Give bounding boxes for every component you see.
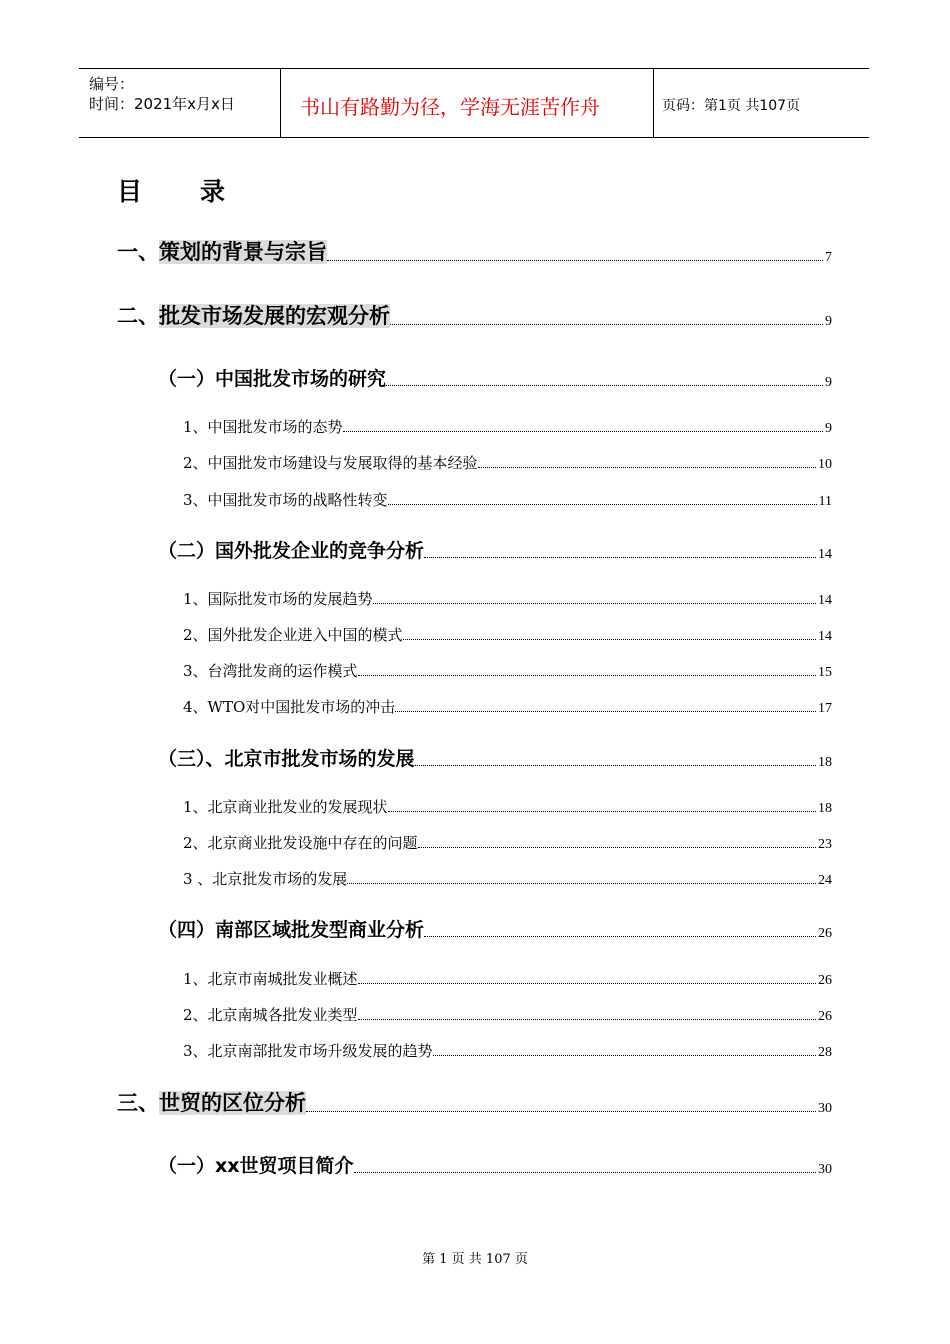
- toc-entry[interactable]: [158, 536, 832, 563]
- toc-title: 目录: [117, 177, 284, 206]
- leader-dots: [390, 323, 823, 325]
- toc-entry-text: （一）中国批发市场的研究: [158, 368, 387, 390]
- page-info: 页码：第1页 共107页: [662, 98, 801, 114]
- toc-entry-text: 2、北京商业批发设施中存在的问题: [183, 834, 418, 852]
- leader-dots: [358, 1018, 816, 1020]
- toc-entry[interactable]: [183, 796, 832, 817]
- leader-dots: [358, 674, 816, 676]
- toc-entry-text: 策划的背景与宗旨: [159, 240, 327, 264]
- toc-entry[interactable]: [183, 416, 832, 437]
- toc-entry-prefix: 二、: [117, 304, 159, 328]
- toc-entry[interactable]: [183, 588, 832, 609]
- toc-page-number: 24: [818, 873, 832, 888]
- toc-entry[interactable]: [183, 452, 832, 473]
- toc-page-number: 18: [818, 755, 832, 770]
- leader-dots: [373, 602, 816, 604]
- toc-page-number: 23: [818, 837, 832, 852]
- toc-page-number: 26: [818, 926, 832, 941]
- toc-page-number: 11: [818, 494, 832, 509]
- motto: 书山有路勤为径，学海无涯苦作舟: [300, 95, 600, 119]
- toc-entry-text: （二）国外批发企业的竞争分析: [158, 540, 425, 562]
- toc-page-number: 14: [818, 629, 832, 644]
- toc-page-number: 9: [825, 375, 832, 390]
- toc-entry[interactable]: [158, 915, 832, 942]
- toc-page-number: 18: [818, 801, 832, 816]
- toc-entry-text: 3 、北京批发市场的发展: [183, 870, 348, 888]
- toc-entry[interactable]: [183, 696, 832, 717]
- toc-entry[interactable]: [158, 1151, 832, 1178]
- leader-dots: [386, 384, 823, 386]
- leader-dots: [478, 466, 816, 468]
- page-header: [79, 68, 869, 138]
- leader-dots: [418, 846, 816, 848]
- toc-entry[interactable]: [117, 1087, 832, 1117]
- toc-entry-text: （一）xx世贸项目简介: [158, 1155, 354, 1177]
- number-label: 编号：: [89, 75, 135, 93]
- toc-entry-text: 4、WTO对中国批发市场的冲击: [183, 698, 396, 716]
- leader-dots: [327, 259, 823, 261]
- toc-entry-text: 批发市场发展的宏观分析: [159, 304, 390, 328]
- leader-dots: [424, 556, 816, 558]
- leader-dots: [388, 810, 816, 812]
- toc-page-number: 7: [825, 250, 832, 265]
- leader-dots: [415, 764, 816, 766]
- toc-entry-text: 3、台湾批发商的运作模式: [183, 662, 358, 680]
- leader-dots: [306, 1110, 816, 1112]
- toc-page-number: 28: [818, 1045, 832, 1060]
- toc-page-number: 9: [825, 314, 832, 329]
- toc-entry-text: 世贸的区位分析: [159, 1091, 306, 1115]
- toc-entry-text: 3、北京南部批发市场升级发展的趋势: [183, 1042, 433, 1060]
- toc-entry-text: 2、中国批发市场建设与发展取得的基本经验: [183, 454, 478, 472]
- toc-entry-text: 1、北京市南城批发业概述: [183, 970, 358, 988]
- leader-dots: [403, 638, 816, 640]
- toc-entry[interactable]: [183, 489, 832, 510]
- toc-page-number: 14: [818, 547, 832, 562]
- toc-entry[interactable]: [183, 968, 832, 989]
- toc-page-number: 17: [818, 701, 832, 716]
- toc-entry[interactable]: [158, 744, 832, 771]
- leader-dots: [354, 1171, 816, 1173]
- toc-page-number: 26: [818, 1009, 832, 1024]
- toc-page-number: 15: [818, 665, 832, 680]
- toc-entry-text: 1、国际批发市场的发展趋势: [183, 590, 373, 608]
- leader-dots: [347, 882, 816, 884]
- toc-entry[interactable]: [158, 364, 832, 391]
- toc-entry[interactable]: [183, 832, 832, 853]
- toc-entry[interactable]: [183, 1040, 832, 1061]
- toc-entry-text: 1、中国批发市场的态势: [183, 418, 343, 436]
- leader-dots: [358, 982, 816, 984]
- toc-page-number: 9: [825, 421, 832, 436]
- toc-entry-text: 3、中国批发市场的战略性转变: [183, 491, 388, 509]
- toc-entry-text: 2、国外批发企业进入中国的模式: [183, 626, 403, 644]
- time-label: 时间：2021年x月x日: [89, 95, 235, 113]
- leader-dots: [343, 430, 823, 432]
- toc-page-number: 14: [818, 593, 832, 608]
- toc-entry-text: （三）、北京市批发市场的发展: [158, 748, 415, 770]
- toc-page-number: 26: [818, 973, 832, 988]
- toc-entry[interactable]: [117, 236, 832, 266]
- toc-entry[interactable]: [183, 660, 832, 681]
- toc-entry[interactable]: [183, 1004, 832, 1025]
- toc-page-number: 10: [818, 457, 832, 472]
- toc-entry-text: （四）南部区域批发型商业分析: [158, 919, 425, 941]
- toc-entry-text: 1、北京商业批发业的发展现状: [183, 798, 388, 816]
- header-meta-cell: [79, 69, 281, 137]
- header-page-cell: [654, 69, 869, 137]
- toc-entry-prefix: 三、: [117, 1091, 159, 1115]
- leader-dots: [395, 710, 816, 712]
- toc-entry[interactable]: [117, 300, 832, 330]
- leader-dots: [388, 503, 817, 505]
- leader-dots: [433, 1054, 816, 1056]
- toc-page-number: 30: [818, 1162, 832, 1177]
- page-footer: 第 1 页 共 107 页: [422, 1252, 528, 1267]
- toc-entry-text: 2、北京南城各批发业类型: [183, 1006, 358, 1024]
- toc-page-number: 30: [818, 1101, 832, 1116]
- leader-dots: [424, 935, 816, 937]
- header-motto-cell: [280, 69, 654, 137]
- toc-entry-prefix: 一、: [117, 240, 159, 264]
- toc-entry[interactable]: [183, 624, 832, 645]
- toc-entry[interactable]: [183, 868, 832, 889]
